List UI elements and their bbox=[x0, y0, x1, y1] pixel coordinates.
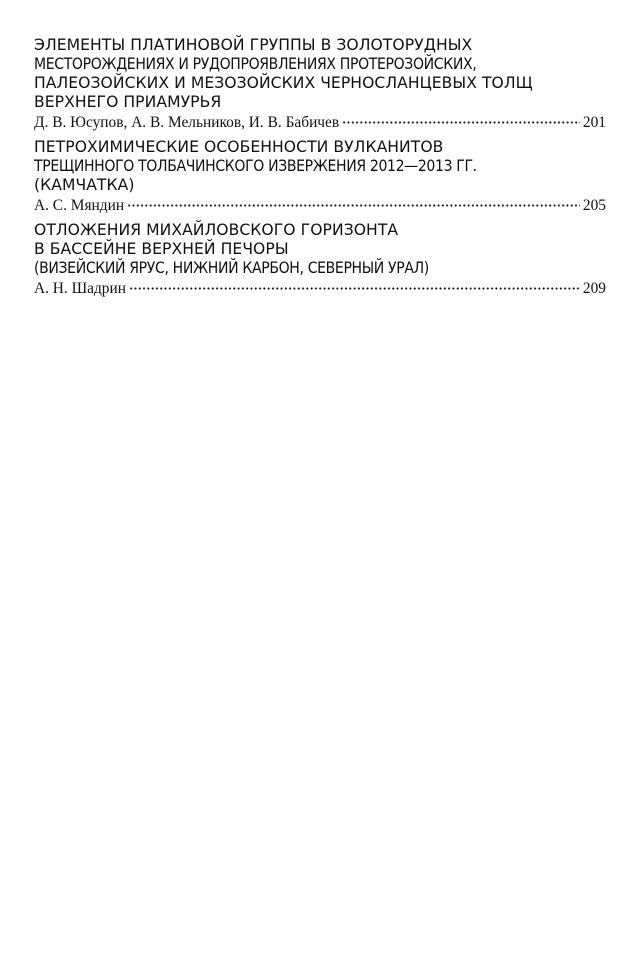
dot-leader bbox=[127, 204, 580, 207]
toc-entry bbox=[34, 36, 606, 132]
toc-entry bbox=[34, 138, 606, 215]
entry-page-number: 209 bbox=[582, 280, 606, 297]
entry-author-line bbox=[34, 279, 606, 298]
toc-entry bbox=[34, 221, 606, 298]
entry-title-line: ЭЛЕМЕНТЫ ПЛАТИНОВОЙ ГРУППЫ В ЗОЛОТОРУДНЫХ bbox=[34, 36, 473, 54]
entry-title-line: В БАССЕЙНЕ ВЕРХНЕЙ ПЕЧОРЫ bbox=[34, 240, 289, 258]
entry-title-line: ОТЛОЖЕНИЯ МИХАЙЛОВСКОГО ГОРИЗОНТА bbox=[34, 221, 399, 239]
dot-leader bbox=[342, 121, 580, 124]
entry-authors: А. Н. Шадрин bbox=[34, 280, 126, 297]
table-of-contents bbox=[34, 36, 606, 298]
entry-page-number: 205 bbox=[582, 197, 606, 214]
entry-author-line bbox=[34, 196, 606, 215]
entry-title-line: (ВИЗЕЙСКИЙ ЯРУС, НИЖНИЙ КАРБОН, СЕВЕРНЫЙ УРАЛ) bbox=[34, 259, 429, 277]
entry-title-line: ВЕРХНЕГО ПРИАМУРЬЯ bbox=[34, 93, 222, 111]
entry-title-line: ПАЛЕОЗОЙСКИХ И МЕЗОЗОЙСКИХ ЧЕРНОСЛАНЦЕВЫХ ТОЛЩ bbox=[34, 74, 533, 92]
entry-authors: А. С. Мяндин bbox=[34, 197, 125, 214]
entry-title-line: ПЕТРОХИМИЧЕСКИЕ ОСОБЕННОСТИ ВУЛКАНИТОВ bbox=[34, 138, 444, 156]
entry-title-line: МЕСТОРОЖДЕНИЯХ И РУДОПРОЯВЛЕНИЯХ ПРОТЕРОЗОЙСКИХ, bbox=[34, 55, 477, 73]
entry-authors: Д. В. Юсупов, А. В. Мельников, И. В. Бабичев bbox=[34, 114, 340, 131]
entry-title-line: ТРЕЩИННОГО ТОЛБАЧИНСКОГО ИЗВЕРЖЕНИЯ 2012—2013 ГГ. bbox=[34, 157, 477, 175]
entry-author-line bbox=[34, 113, 606, 132]
dot-leader bbox=[129, 287, 580, 290]
entry-page-number: 201 bbox=[582, 114, 606, 131]
entry-title-line: (КАМЧАТКА) bbox=[34, 176, 135, 194]
